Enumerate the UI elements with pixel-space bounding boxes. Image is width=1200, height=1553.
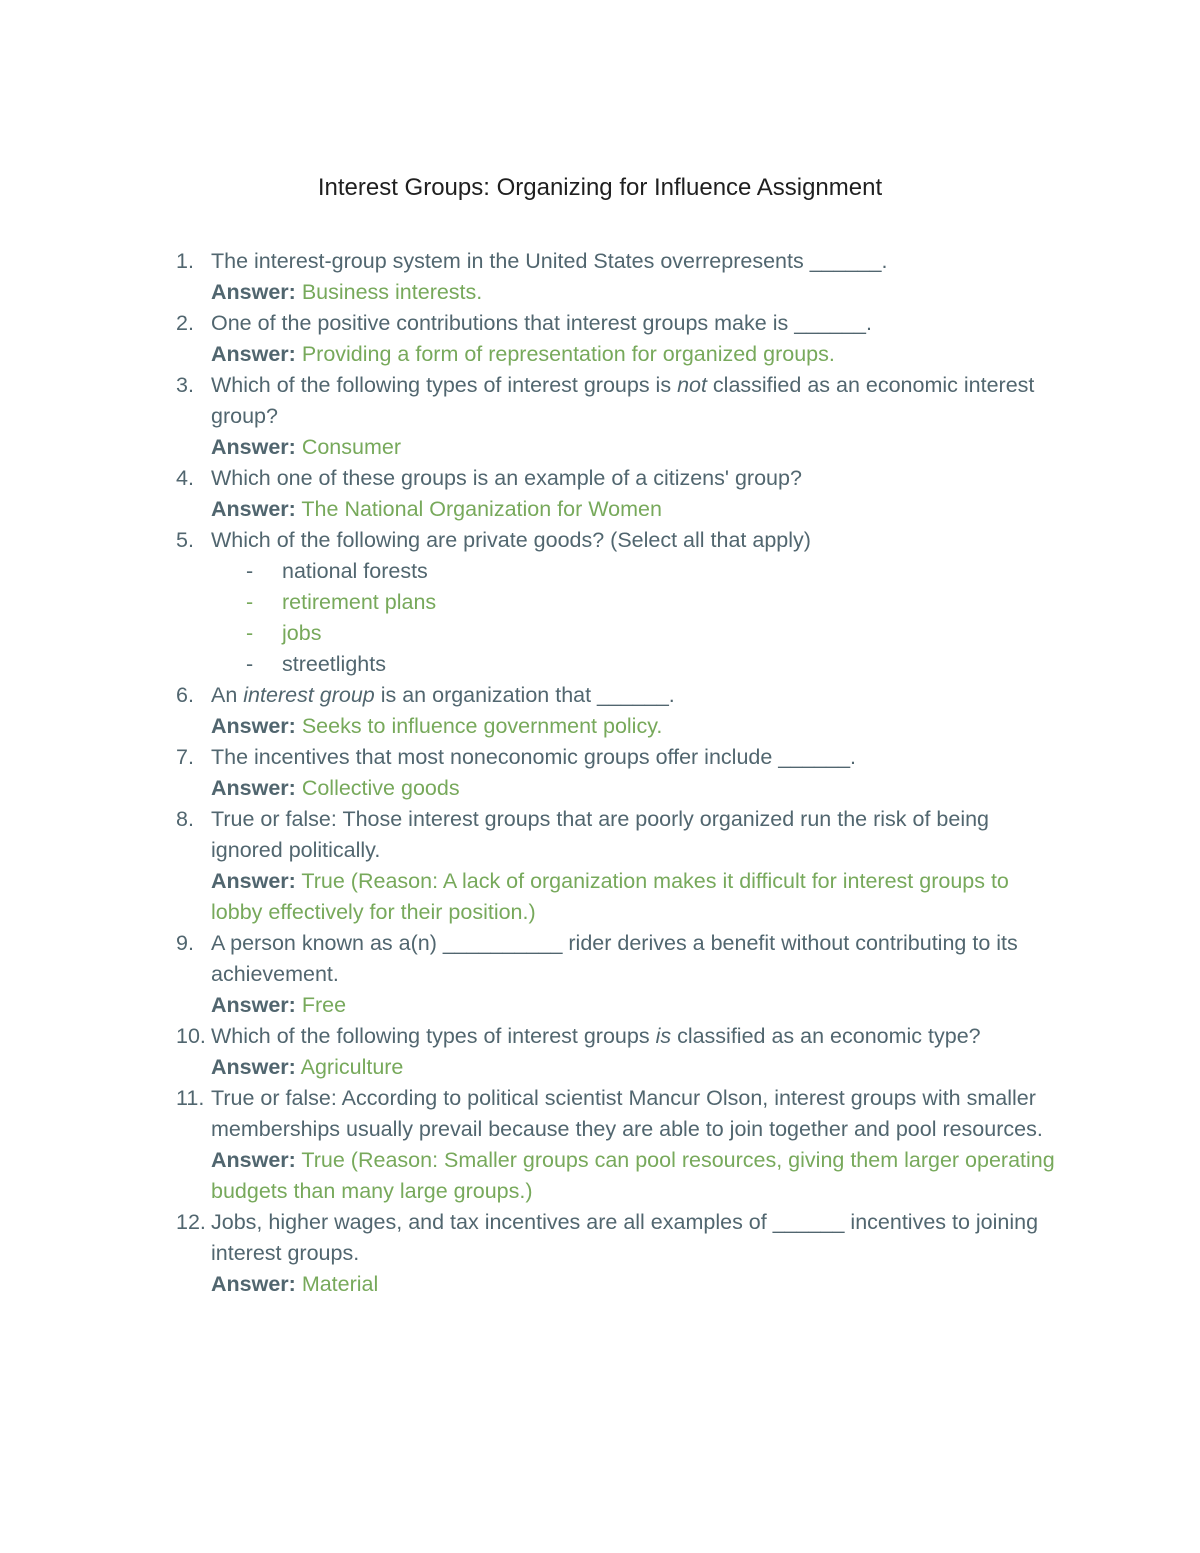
option-text: jobs bbox=[282, 621, 322, 645]
question-text-post: classified as an economic interest group? bbox=[211, 373, 1035, 428]
question-number: 1. bbox=[176, 249, 194, 273]
answer-text: Consumer bbox=[301, 435, 401, 459]
question-text: True or false: According to political scientist Mancur Olson, interest groups with smaller memberships usually prevail because they are able to join together and pool resources. bbox=[211, 1086, 1043, 1141]
question-number: 7. bbox=[176, 745, 194, 769]
answer-label: Answer: bbox=[211, 993, 296, 1017]
answer-text: True (Reason: A lack of organization makes it difficult for interest groups to lobby effectively for their position.) bbox=[211, 869, 1009, 924]
question-number: 12. bbox=[176, 1210, 206, 1234]
question-10 bbox=[176, 1021, 1066, 1083]
answer-label: Answer: bbox=[211, 1148, 296, 1172]
question-number: 3. bbox=[176, 373, 194, 397]
question-number: 10. bbox=[176, 1024, 206, 1048]
question-text-post: is an organization that ______. bbox=[374, 683, 675, 707]
question-2 bbox=[176, 308, 1066, 370]
question-number: 5. bbox=[176, 528, 194, 552]
question-5 bbox=[176, 525, 1066, 680]
question-text-post: classified as an economic type? bbox=[671, 1024, 981, 1048]
question-text: Which one of these groups is an example of a citizens' group? bbox=[211, 466, 802, 490]
option-text: streetlights bbox=[282, 652, 386, 676]
option-text: national forests bbox=[282, 559, 428, 583]
answer-text: Providing a form of representation for organized groups. bbox=[301, 342, 835, 366]
question-1 bbox=[176, 246, 1066, 308]
question-11 bbox=[176, 1083, 1066, 1207]
answer-label: Answer: bbox=[211, 776, 296, 800]
question-4 bbox=[176, 463, 1066, 525]
question-7 bbox=[176, 742, 1066, 804]
answer-label: Answer: bbox=[211, 342, 296, 366]
question-text: A person known as a(n) __________ rider derives a benefit without contributing to its achievement. bbox=[211, 931, 1018, 986]
question-number: 11. bbox=[176, 1086, 205, 1110]
question-text: One of the positive contributions that interest groups make is ______. bbox=[211, 311, 872, 335]
answer-label: Answer: bbox=[211, 497, 296, 521]
question-text: The incentives that most noneconomic groups offer include ______. bbox=[211, 745, 856, 769]
question-text-pre: An bbox=[211, 683, 244, 707]
option-dash: - bbox=[246, 652, 254, 676]
option-item-correct bbox=[246, 618, 1066, 649]
question-text: The interest-group system in the United States overrepresents ______. bbox=[211, 249, 888, 273]
question-3 bbox=[176, 370, 1066, 463]
question-number: 4. bbox=[176, 466, 194, 490]
option-dash: - bbox=[246, 621, 254, 645]
question-text: True or false: Those interest groups that are poorly organized run the risk of being ignored politically. bbox=[211, 807, 990, 862]
answer-text: Seeks to influence government policy. bbox=[301, 714, 663, 738]
question-text: Which of the following are private goods? (Select all that apply) bbox=[211, 528, 811, 552]
answer-label: Answer: bbox=[211, 1055, 296, 1079]
question-text-pre: Which of the following types of interest groups is bbox=[211, 373, 678, 397]
answer-label: Answer: bbox=[211, 714, 296, 738]
answer-label: Answer: bbox=[211, 869, 296, 893]
answer-text: Business interests. bbox=[301, 280, 483, 304]
question-6 bbox=[176, 680, 1066, 742]
answer-text: Free bbox=[301, 993, 347, 1017]
question-text-pre: Which of the following types of interest groups bbox=[211, 1024, 656, 1048]
answer-label: Answer: bbox=[211, 280, 296, 304]
question-text-emphasis: interest group bbox=[243, 683, 375, 707]
answer-label: Answer: bbox=[211, 435, 296, 459]
answer-text: The National Organization for Women bbox=[301, 497, 662, 521]
option-item-correct bbox=[246, 587, 1066, 618]
question-number: 8. bbox=[176, 807, 194, 831]
question-text: Jobs, higher wages, and tax incentives are all examples of ______ incentives to joining interest groups. bbox=[211, 1210, 1039, 1265]
question-text-emphasis: is bbox=[655, 1024, 672, 1048]
question-list bbox=[176, 246, 1066, 1300]
question-text-emphasis: not bbox=[677, 373, 707, 397]
option-dash: - bbox=[246, 559, 254, 583]
option-text: retirement plans bbox=[282, 590, 437, 614]
option-dash: - bbox=[246, 590, 254, 614]
answer-text: Material bbox=[301, 1272, 379, 1296]
answer-label: Answer: bbox=[211, 1272, 296, 1296]
question-number: 6. bbox=[176, 683, 194, 707]
option-list bbox=[176, 556, 1066, 680]
option-item bbox=[246, 556, 1066, 587]
page-title: Interest Groups: Organizing for Influence Assignment bbox=[317, 174, 883, 201]
question-8 bbox=[176, 804, 1066, 928]
question-number: 9. bbox=[176, 931, 194, 955]
answer-text: True (Reason: Smaller groups can pool resources, giving them larger operating budgets than many large groups.) bbox=[211, 1148, 1055, 1203]
option-item bbox=[246, 649, 1066, 680]
answer-text: Collective goods bbox=[301, 776, 460, 800]
question-12 bbox=[176, 1207, 1066, 1300]
question-9 bbox=[176, 928, 1066, 1021]
answer-text: Agriculture bbox=[300, 1055, 404, 1079]
question-number: 2. bbox=[176, 311, 194, 335]
